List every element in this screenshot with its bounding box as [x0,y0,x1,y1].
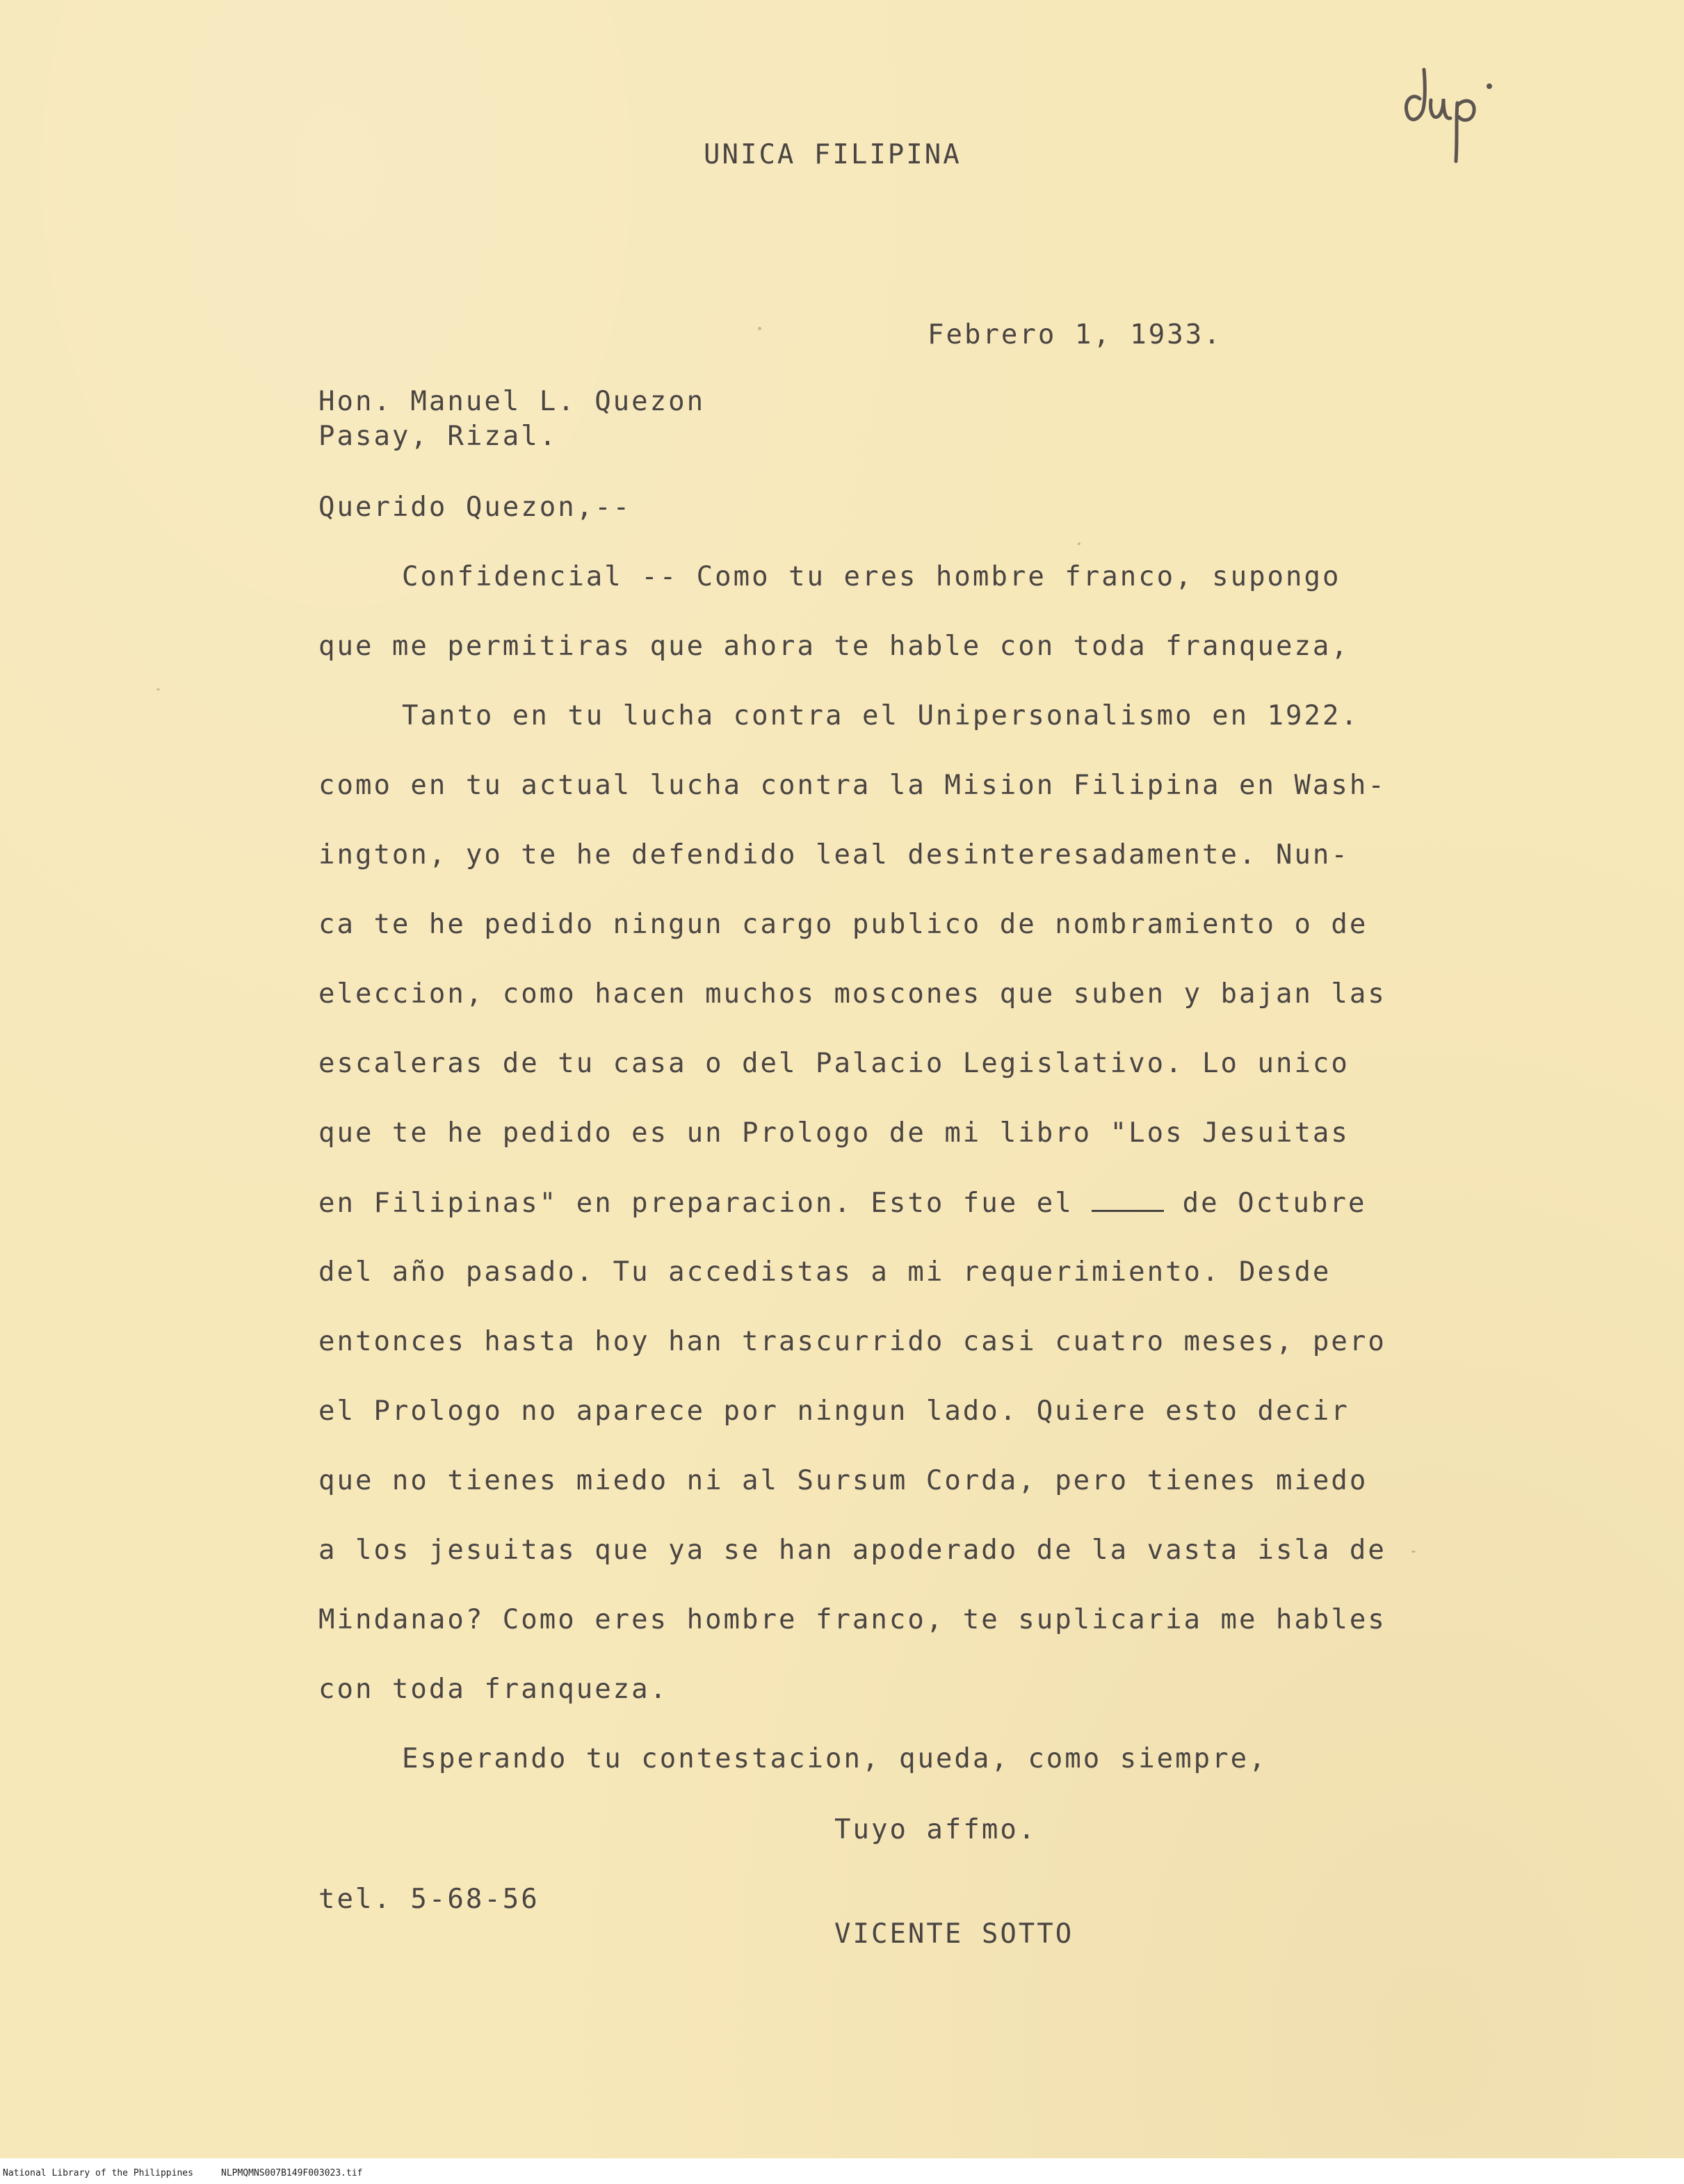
body-line: eleccion, como hacen muchos moscones que suben y bajan las [318,978,1386,1010]
letter-date: Febrero 1, 1933. [928,319,1222,350]
signature-name: VICENTE SOTTO [834,1918,1074,1950]
body-line: Confidencial -- Como tu eres hombre franco, supongo [402,561,1341,592]
body-line: del año pasado. Tu accedistas a mi requerimiento. Desde [318,1256,1331,1288]
body-line: Mindanao? Como eres hombre franco, te suplicaria me hables [318,1604,1386,1635]
body-line-before-blank: en Filipinas" en preparacion. Esto fue el [318,1188,1074,1219]
body-line: que no tienes miedo ni al Sursum Corda, pero tienes miedo [318,1465,1368,1496]
paper-speck [156,688,160,690]
footer-library-name: National Library of the Philippines [3,2168,193,2178]
body-line: ca te he pedido ningun cargo publico de nombramiento o de [318,909,1368,940]
paper-speck [758,327,761,330]
body-line-after-blank: de Octubre [1182,1188,1367,1219]
body-line: Tanto en tu lucha contra el Unipersonalismo en 1922. [402,700,1359,731]
paper-speck [1078,542,1080,545]
body-line: el Prologo no aparece por ningun lado. Quiere esto decir [318,1396,1350,1427]
recipient-place: Pasay, Rizal. [318,421,558,452]
telephone-number: tel. 5-68-56 [318,1884,540,1915]
body-line: que te he pedido es un Prologo de mi libro "Los Jesuitas [318,1117,1350,1149]
recipient-name: Hon. Manuel L. Quezon [318,386,706,417]
body-line: a los jesuitas que ya se han apoderado de la vasta isla de [318,1535,1386,1566]
body-line: como en tu actual lucha contra la Mision Filipina en Wash- [318,770,1386,801]
paper-speck [1411,1551,1416,1553]
letterhead: UNICA FILIPINA [704,139,962,170]
body-line: con toda franqueza. [318,1674,669,1705]
body-line: que me permitiras que ahora te hable con toda franqueza, [318,631,1350,662]
body-line-with-blank [318,1189,1366,1217]
closing-line: Esperando tu contestacion, queda, como siempre, [402,1743,1268,1774]
footer-file-id: NLPMQMNS007B149F003023.tif [221,2168,363,2178]
body-line: ington, yo te he defendido leal desinteresadamente. Nun- [318,839,1350,871]
sign-off: Tuyo affmo. [834,1814,1037,1845]
body-line: escaleras de tu casa o del Palacio Legislativo. Lo unico [318,1048,1350,1079]
blank-date-field [1092,1189,1164,1212]
handwritten-dup-annotation [1398,50,1502,168]
body-line: entonces hasta hoy han trascurrido casi cuatro meses, pero [318,1326,1386,1357]
salutation: Querido Quezon,-- [318,492,632,523]
